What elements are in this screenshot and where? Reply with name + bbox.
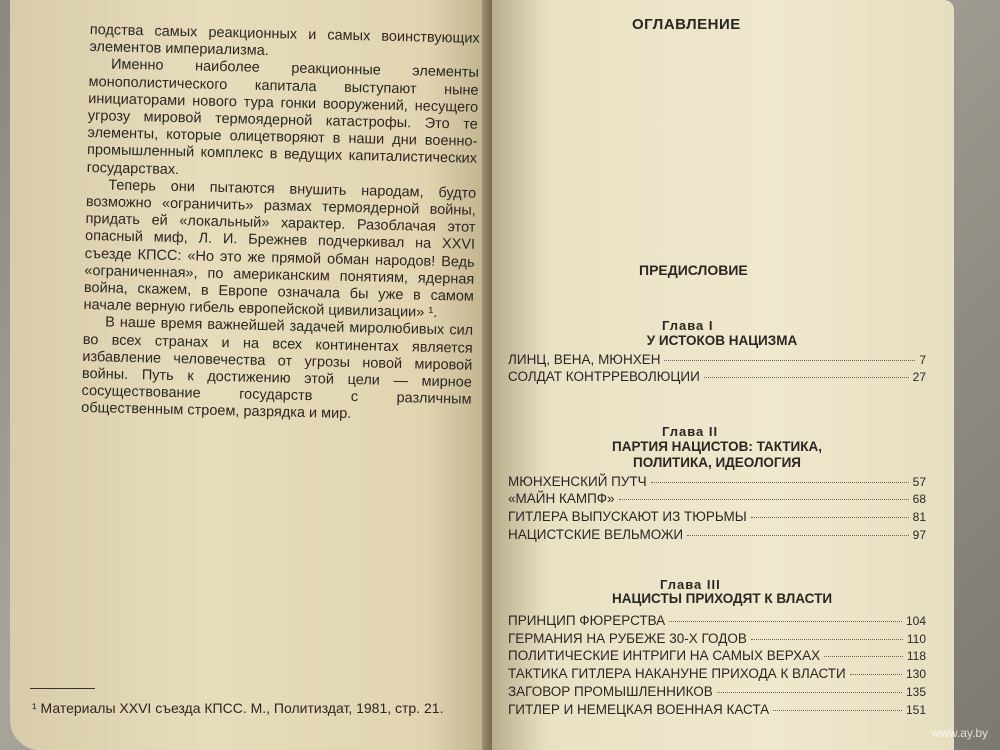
toc-entry-page: 110	[906, 632, 926, 646]
toc-heading: ОГЛАВЛЕНИЕ	[632, 16, 741, 33]
toc-entry	[508, 491, 926, 508]
toc-entry-page: 57	[912, 475, 926, 489]
paragraph-1: подства самых реакционных и самых воинствующих элементов империализма.	[89, 22, 480, 60]
chapter-label-1: Глава I	[662, 318, 714, 333]
toc-entry	[508, 474, 926, 491]
toc-entry-title: ПОЛИТИЧЕСКИЕ ИНТРИГИ НА САМЫХ ВЕРХАХ	[508, 648, 821, 663]
toc-entry-title: ЛИНЦ, ВЕНА, МЮНХЕН	[508, 352, 661, 367]
table-of-contents	[492, 0, 954, 750]
toc-entry-page: 27	[912, 370, 926, 384]
toc-entry-title: СОЛДАТ КОНТРРЕВОЛЮЦИИ	[508, 369, 700, 384]
footnote-rule	[30, 688, 95, 689]
paragraph-2: Именно наиболее реакционные элементы монополистического капитала выступают ныне инициаторами нового тура гонки вооружений, несущего угрозу мировой термоядерной катастрофы. Это те элементы, которые олицетворяют в наши дни военно-промышленный комплекс в ведущих капиталистических государствах.	[86, 56, 480, 178]
toc-entry	[508, 666, 926, 683]
toc-entry-title: ЗАГОВОР ПРОМЫШЛЕННИКОВ	[508, 684, 713, 699]
toc-entry-page: 151	[905, 703, 926, 717]
toc-entry-page: 7	[919, 353, 926, 367]
toc-entry	[508, 369, 926, 386]
toc-entry	[508, 509, 926, 526]
toc-entry	[508, 648, 926, 665]
toc-entry	[508, 702, 926, 719]
chapter-label-3: Глава III	[660, 577, 721, 592]
toc-entry-page: 97	[912, 528, 926, 542]
left-page	[10, 0, 500, 750]
right-page	[492, 0, 954, 750]
toc-entry-page: 118	[906, 649, 926, 663]
paragraph-4: В наше время важнейшей задачей миролюбивых сил во всех странах и на всех континентах является избавление человечества от угрозы новой мировой войны. Путь к достижению этой цели — мирное сосуществование государств с различным общественным строем, разрядка и мир.	[81, 314, 474, 423]
toc-entry-title: ТАКТИКА ГИТЛЕРА НАКАНУНЕ ПРИХОДА К ВЛАСТИ	[508, 666, 846, 681]
toc-entry	[508, 684, 926, 701]
chapter-title-3: НАЦИСТЫ ПРИХОДЯТ К ВЛАСТИ	[611, 591, 833, 606]
toc-entry-page: 130	[905, 667, 926, 681]
toc-entry	[508, 527, 926, 544]
chapter-title-1: У ИСТОКОВ НАЦИЗМА	[646, 333, 798, 348]
toc-entry-page: 68	[912, 492, 926, 506]
chapter-title-2: ПАРТИЯ НАЦИСТОВ: ТАКТИКА, ПОЛИТИКА, ИДЕОЛОГИЯ	[612, 439, 822, 470]
body-text	[81, 22, 480, 426]
toc-entry-title: «МАЙН КАМПФ»	[508, 491, 615, 506]
paragraph-3: Теперь они пытаются внушить народам, будто возможно «ограничить» размах термоядерной войны, придать ей «локальный» характер. Разоблачая этот опасный миф, Л. И. Брежнев подчеркивал на XXVI съезде КПСС: «Но это же прямой обман народов! Ведь «ограниченная», по американским понятиям, ядерная война, скажем, в Европе означала бы уже в самом начале верную гибель европейской цивилизации» ¹.	[83, 177, 477, 322]
toc-entry-title: ГИТЛЕР И НЕМЕЦКАЯ ВОЕННАЯ КАСТА	[508, 702, 770, 717]
toc-entry-title: ПРИНЦИП ФЮРЕРСТВА	[508, 613, 666, 628]
watermark: www.ay.by	[931, 726, 988, 740]
chapter-label-2: Глава II	[662, 424, 719, 439]
toc-entry-title: НАЦИСТСКИЕ ВЕЛЬМОЖИ	[508, 527, 684, 542]
toc-entry-page: 81	[912, 510, 926, 524]
toc-entry	[508, 613, 926, 630]
toc-entry-title: ГЕРМАНИЯ НА РУБЕЖЕ 30-Х ГОДОВ	[508, 631, 747, 646]
toc-entry-title: МЮНХЕНСКИЙ ПУТЧ	[508, 474, 647, 489]
toc-preface: ПРЕДИСЛОВИЕ	[639, 262, 748, 278]
toc-entry-page: 135	[905, 685, 926, 699]
toc-entry-title: ГИТЛЕРА ВЫПУСКАЮТ ИЗ ТЮРЬМЫ	[508, 509, 747, 524]
toc-entry	[508, 631, 926, 648]
footnote: ¹ Материалы XXVI съезда КПСС. М., Политиздат, 1981, стр. 21.	[32, 700, 444, 716]
toc-entry-page: 104	[905, 614, 926, 628]
toc-entry	[508, 352, 926, 369]
